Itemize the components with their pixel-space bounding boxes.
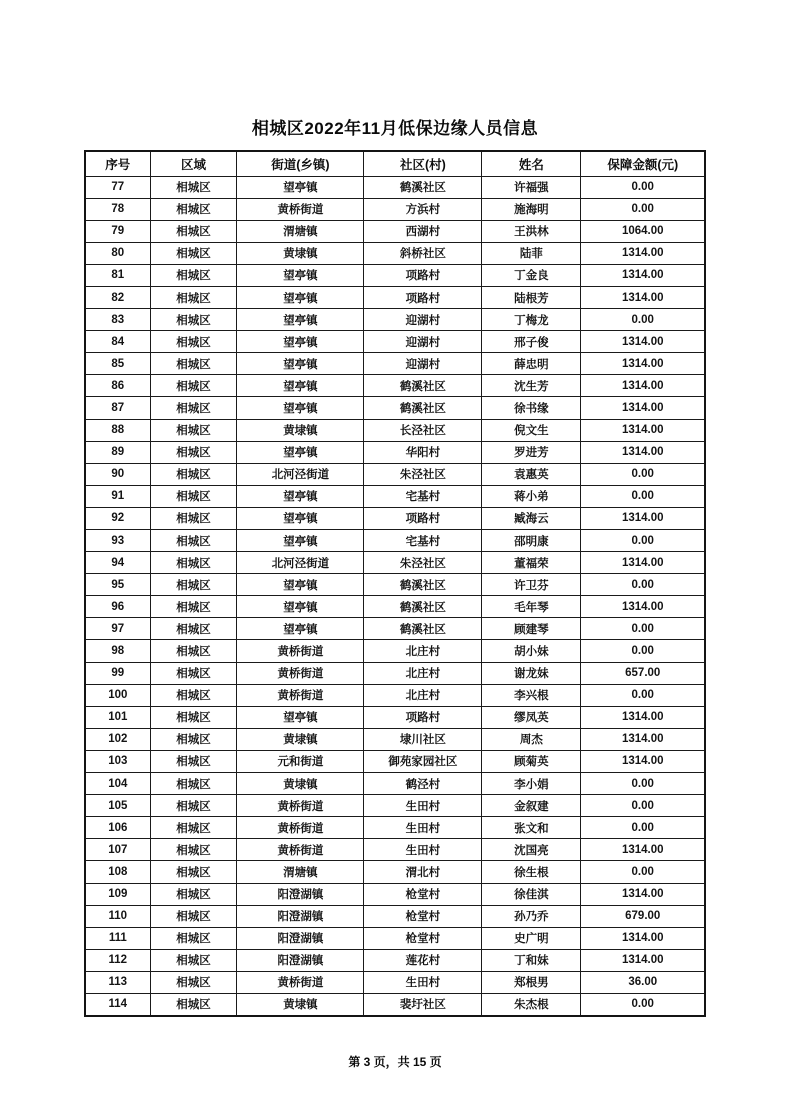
- cell-street: 黄桥街道: [237, 640, 364, 662]
- header-amount: 保障金额(元): [581, 151, 705, 176]
- cell-name: 薛忠明: [482, 353, 581, 375]
- cell-index: 104: [85, 773, 150, 795]
- cell-region: 相城区: [150, 883, 237, 905]
- table-row: [85, 353, 705, 375]
- cell-region: 相城区: [150, 927, 237, 949]
- cell-name: 李小娟: [482, 773, 581, 795]
- cell-region: 相城区: [150, 971, 237, 993]
- cell-street: 望亭镇: [237, 706, 364, 728]
- cell-name: 蒋小弟: [482, 485, 581, 507]
- cell-index: 102: [85, 728, 150, 750]
- cell-street: 望亭镇: [237, 485, 364, 507]
- cell-index: 98: [85, 640, 150, 662]
- cell-community: 埭川社区: [364, 728, 482, 750]
- table-row: [85, 309, 705, 331]
- header-region: 区域: [150, 151, 237, 176]
- cell-index: 91: [85, 485, 150, 507]
- table-row: [85, 441, 705, 463]
- cell-region: 相城区: [150, 309, 237, 331]
- cell-amount: 657.00: [581, 662, 705, 684]
- cell-street: 元和街道: [237, 750, 364, 772]
- cell-community: 项路村: [364, 507, 482, 529]
- table-row: [85, 485, 705, 507]
- header-street: 街道(乡镇): [237, 151, 364, 176]
- cell-name: 董福荣: [482, 552, 581, 574]
- cell-name: 许卫芬: [482, 574, 581, 596]
- cell-amount: 1314.00: [581, 706, 705, 728]
- cell-name: 邵明康: [482, 530, 581, 552]
- table-row: [85, 706, 705, 728]
- cell-index: 110: [85, 905, 150, 927]
- cell-index: 84: [85, 331, 150, 353]
- cell-index: 99: [85, 662, 150, 684]
- cell-community: 鹤泾村: [364, 773, 482, 795]
- cell-amount: 0.00: [581, 176, 705, 198]
- cell-name: 丁金良: [482, 264, 581, 286]
- cell-name: 邢子俊: [482, 331, 581, 353]
- cell-amount: 0.00: [581, 861, 705, 883]
- table-row: [85, 463, 705, 485]
- cell-region: 相城区: [150, 684, 237, 706]
- cell-community: 迎湖村: [364, 309, 482, 331]
- cell-name: 丁和妹: [482, 949, 581, 971]
- cell-name: 周杰: [482, 728, 581, 750]
- cell-amount: 0.00: [581, 618, 705, 640]
- cell-name: 郑根男: [482, 971, 581, 993]
- cell-amount: 0.00: [581, 817, 705, 839]
- cell-amount: 0.00: [581, 485, 705, 507]
- cell-community: 生田村: [364, 971, 482, 993]
- table-header: [85, 151, 705, 176]
- cell-street: 黄桥街道: [237, 684, 364, 706]
- cell-amount: 1314.00: [581, 552, 705, 574]
- cell-index: 109: [85, 883, 150, 905]
- cell-index: 88: [85, 419, 150, 441]
- cell-name: 许福强: [482, 176, 581, 198]
- cell-region: 相城区: [150, 441, 237, 463]
- cell-street: 黄桥街道: [237, 662, 364, 684]
- table-row: [85, 993, 705, 1015]
- cell-community: 西湖村: [364, 220, 482, 242]
- cell-region: 相城区: [150, 706, 237, 728]
- cell-amount: 0.00: [581, 640, 705, 662]
- table-row: [85, 220, 705, 242]
- table-row: [85, 905, 705, 927]
- table-row: [85, 375, 705, 397]
- cell-name: 倪文生: [482, 419, 581, 441]
- table-row: [85, 773, 705, 795]
- table-row: [85, 596, 705, 618]
- cell-index: 87: [85, 397, 150, 419]
- table-row: [85, 684, 705, 706]
- cell-amount: 0.00: [581, 795, 705, 817]
- cell-street: 望亭镇: [237, 530, 364, 552]
- cell-amount: 0.00: [581, 684, 705, 706]
- table-row: [85, 728, 705, 750]
- cell-region: 相城区: [150, 286, 237, 308]
- cell-region: 相城区: [150, 640, 237, 662]
- cell-amount: 1314.00: [581, 728, 705, 750]
- cell-community: 宅基村: [364, 485, 482, 507]
- table-row: [85, 861, 705, 883]
- table-row: [85, 927, 705, 949]
- cell-name: 谢龙妹: [482, 662, 581, 684]
- cell-amount: 1314.00: [581, 419, 705, 441]
- cell-region: 相城区: [150, 375, 237, 397]
- cell-amount: 679.00: [581, 905, 705, 927]
- cell-street: 阳澄湖镇: [237, 883, 364, 905]
- table-row: [85, 419, 705, 441]
- cell-index: 113: [85, 971, 150, 993]
- cell-region: 相城区: [150, 552, 237, 574]
- cell-amount: 1314.00: [581, 750, 705, 772]
- cell-amount: 0.00: [581, 773, 705, 795]
- table-row: [85, 331, 705, 353]
- cell-amount: 0.00: [581, 463, 705, 485]
- cell-name: 张文和: [482, 817, 581, 839]
- cell-street: 黄埭镇: [237, 419, 364, 441]
- cell-amount: 0.00: [581, 530, 705, 552]
- cell-region: 相城区: [150, 264, 237, 286]
- cell-index: 103: [85, 750, 150, 772]
- cell-index: 107: [85, 839, 150, 861]
- cell-index: 114: [85, 993, 150, 1015]
- cell-index: 101: [85, 706, 150, 728]
- cell-community: 朱泾社区: [364, 463, 482, 485]
- table-row: [85, 507, 705, 529]
- table-row: [85, 949, 705, 971]
- cell-region: 相城区: [150, 198, 237, 220]
- cell-street: 望亭镇: [237, 441, 364, 463]
- cell-region: 相城区: [150, 574, 237, 596]
- cell-amount: 1314.00: [581, 927, 705, 949]
- cell-street: 望亭镇: [237, 397, 364, 419]
- cell-street: 望亭镇: [237, 331, 364, 353]
- table-row: [85, 397, 705, 419]
- cell-community: 迎湖村: [364, 353, 482, 375]
- cell-street: 黄桥街道: [237, 817, 364, 839]
- table-row: [85, 198, 705, 220]
- cell-region: 相城区: [150, 817, 237, 839]
- cell-region: 相城区: [150, 773, 237, 795]
- cell-street: 北河泾街道: [237, 463, 364, 485]
- cell-index: 105: [85, 795, 150, 817]
- cell-name: 李兴根: [482, 684, 581, 706]
- cell-street: 北河泾街道: [237, 552, 364, 574]
- table-body: [85, 176, 705, 1016]
- persons-table: [84, 150, 706, 1017]
- cell-street: 阳澄湖镇: [237, 927, 364, 949]
- cell-region: 相城区: [150, 485, 237, 507]
- cell-amount: 1314.00: [581, 507, 705, 529]
- cell-region: 相城区: [150, 618, 237, 640]
- header-name: 姓名: [482, 151, 581, 176]
- cell-name: 王洪林: [482, 220, 581, 242]
- cell-amount: 1314.00: [581, 375, 705, 397]
- cell-name: 徐生根: [482, 861, 581, 883]
- cell-street: 望亭镇: [237, 309, 364, 331]
- cell-region: 相城区: [150, 419, 237, 441]
- cell-amount: 1064.00: [581, 220, 705, 242]
- cell-community: 迎湖村: [364, 331, 482, 353]
- table-row: [85, 662, 705, 684]
- cell-community: 鹤溪社区: [364, 176, 482, 198]
- cell-name: 顾建琴: [482, 618, 581, 640]
- cell-index: 108: [85, 861, 150, 883]
- cell-region: 相城区: [150, 353, 237, 375]
- cell-community: 鹤溪社区: [364, 397, 482, 419]
- cell-region: 相城区: [150, 530, 237, 552]
- cell-community: 北庄村: [364, 662, 482, 684]
- cell-name: 毛年琴: [482, 596, 581, 618]
- cell-index: 106: [85, 817, 150, 839]
- cell-street: 望亭镇: [237, 353, 364, 375]
- cell-region: 相城区: [150, 905, 237, 927]
- cell-community: 生田村: [364, 839, 482, 861]
- cell-street: 黄桥街道: [237, 839, 364, 861]
- cell-region: 相城区: [150, 596, 237, 618]
- cell-name: 施海明: [482, 198, 581, 220]
- cell-index: 89: [85, 441, 150, 463]
- cell-street: 望亭镇: [237, 176, 364, 198]
- cell-index: 78: [85, 198, 150, 220]
- cell-index: 79: [85, 220, 150, 242]
- cell-community: 项路村: [364, 264, 482, 286]
- cell-amount: 1314.00: [581, 264, 705, 286]
- cell-amount: 1314.00: [581, 883, 705, 905]
- cell-community: 枪堂村: [364, 905, 482, 927]
- cell-community: 鹤溪社区: [364, 596, 482, 618]
- cell-index: 83: [85, 309, 150, 331]
- header-community: 社区(村): [364, 151, 482, 176]
- cell-name: 陆菲: [482, 242, 581, 264]
- cell-community: 生田村: [364, 795, 482, 817]
- table-row: [85, 750, 705, 772]
- cell-region: 相城区: [150, 795, 237, 817]
- cell-region: 相城区: [150, 463, 237, 485]
- cell-amount: 1314.00: [581, 596, 705, 618]
- cell-region: 相城区: [150, 861, 237, 883]
- cell-name: 缪凤英: [482, 706, 581, 728]
- cell-region: 相城区: [150, 839, 237, 861]
- cell-name: 罗进芳: [482, 441, 581, 463]
- cell-amount: 1314.00: [581, 242, 705, 264]
- cell-index: 97: [85, 618, 150, 640]
- cell-community: 方浜村: [364, 198, 482, 220]
- cell-index: 85: [85, 353, 150, 375]
- cell-name: 陆根芳: [482, 286, 581, 308]
- cell-region: 相城区: [150, 662, 237, 684]
- cell-amount: 1314.00: [581, 949, 705, 971]
- cell-street: 黄埭镇: [237, 993, 364, 1015]
- cell-name: 顾菊英: [482, 750, 581, 772]
- cell-region: 相城区: [150, 949, 237, 971]
- table-row: [85, 618, 705, 640]
- cell-amount: 1314.00: [581, 397, 705, 419]
- cell-community: 渭北村: [364, 861, 482, 883]
- cell-amount: 0.00: [581, 574, 705, 596]
- table-row: [85, 883, 705, 905]
- cell-amount: 36.00: [581, 971, 705, 993]
- cell-index: 93: [85, 530, 150, 552]
- page-number-footer: 第 3 页，共 15 页: [348, 1054, 442, 1069]
- page-title: 相城区2022年11月低保边缘人员信息: [251, 119, 539, 138]
- cell-name: 徐书缘: [482, 397, 581, 419]
- cell-region: 相城区: [150, 507, 237, 529]
- cell-index: 92: [85, 507, 150, 529]
- cell-street: 望亭镇: [237, 375, 364, 397]
- cell-amount: 0.00: [581, 993, 705, 1015]
- cell-region: 相城区: [150, 750, 237, 772]
- cell-community: 鹤溪社区: [364, 375, 482, 397]
- cell-community: 北庄村: [364, 640, 482, 662]
- cell-name: 沈国亮: [482, 839, 581, 861]
- cell-street: 望亭镇: [237, 286, 364, 308]
- cell-street: 阳澄湖镇: [237, 905, 364, 927]
- cell-community: 生田村: [364, 817, 482, 839]
- cell-community: 莲花村: [364, 949, 482, 971]
- cell-street: 望亭镇: [237, 574, 364, 596]
- cell-index: 95: [85, 574, 150, 596]
- cell-community: 宅基村: [364, 530, 482, 552]
- cell-community: 长泾社区: [364, 419, 482, 441]
- cell-index: 100: [85, 684, 150, 706]
- header-index: 序号: [85, 151, 150, 176]
- cell-street: 渭塘镇: [237, 220, 364, 242]
- cell-name: 孙乃乔: [482, 905, 581, 927]
- table-row: [85, 795, 705, 817]
- cell-community: 枪堂村: [364, 883, 482, 905]
- cell-index: 77: [85, 176, 150, 198]
- cell-community: 鹤溪社区: [364, 618, 482, 640]
- cell-community: 枪堂村: [364, 927, 482, 949]
- cell-community: 鹤溪社区: [364, 574, 482, 596]
- cell-community: 项路村: [364, 706, 482, 728]
- cell-index: 90: [85, 463, 150, 485]
- cell-street: 望亭镇: [237, 596, 364, 618]
- table-row: [85, 817, 705, 839]
- cell-region: 相城区: [150, 220, 237, 242]
- cell-region: 相城区: [150, 242, 237, 264]
- cell-index: 94: [85, 552, 150, 574]
- cell-street: 渭塘镇: [237, 861, 364, 883]
- cell-street: 黄埭镇: [237, 728, 364, 750]
- table-row: [85, 530, 705, 552]
- cell-region: 相城区: [150, 176, 237, 198]
- cell-name: 史广明: [482, 927, 581, 949]
- cell-amount: 1314.00: [581, 839, 705, 861]
- cell-region: 相城区: [150, 331, 237, 353]
- cell-community: 华阳村: [364, 441, 482, 463]
- cell-index: 81: [85, 264, 150, 286]
- cell-street: 望亭镇: [237, 264, 364, 286]
- cell-street: 望亭镇: [237, 618, 364, 640]
- table-row: [85, 286, 705, 308]
- cell-street: 望亭镇: [237, 507, 364, 529]
- cell-community: 项路村: [364, 286, 482, 308]
- cell-community: 北庄村: [364, 684, 482, 706]
- cell-name: 臧海云: [482, 507, 581, 529]
- cell-name: 徐佳淇: [482, 883, 581, 905]
- cell-index: 111: [85, 927, 150, 949]
- cell-community: 朱泾社区: [364, 552, 482, 574]
- cell-name: 袁惠英: [482, 463, 581, 485]
- cell-amount: 0.00: [581, 309, 705, 331]
- table-row: [85, 176, 705, 198]
- cell-index: 80: [85, 242, 150, 264]
- cell-street: 黄埭镇: [237, 773, 364, 795]
- cell-community: 御苑家园社区: [364, 750, 482, 772]
- cell-index: 96: [85, 596, 150, 618]
- cell-amount: 1314.00: [581, 441, 705, 463]
- table-row: [85, 839, 705, 861]
- cell-amount: 1314.00: [581, 353, 705, 375]
- cell-region: 相城区: [150, 728, 237, 750]
- cell-street: 阳澄湖镇: [237, 949, 364, 971]
- cell-amount: 1314.00: [581, 286, 705, 308]
- cell-street: 黄桥街道: [237, 971, 364, 993]
- cell-name: 金叙建: [482, 795, 581, 817]
- cell-region: 相城区: [150, 397, 237, 419]
- table-row: [85, 971, 705, 993]
- cell-index: 112: [85, 949, 150, 971]
- cell-name: 朱杰根: [482, 993, 581, 1015]
- header-row: [85, 151, 705, 176]
- cell-community: 斜桥社区: [364, 242, 482, 264]
- cell-name: 沈生芳: [482, 375, 581, 397]
- cell-street: 黄桥街道: [237, 198, 364, 220]
- cell-amount: 0.00: [581, 198, 705, 220]
- table-row: [85, 640, 705, 662]
- cell-community: 裴圩社区: [364, 993, 482, 1015]
- table-row: [85, 264, 705, 286]
- cell-name: 丁梅龙: [482, 309, 581, 331]
- cell-index: 86: [85, 375, 150, 397]
- table-row: [85, 552, 705, 574]
- cell-amount: 1314.00: [581, 331, 705, 353]
- cell-name: 胡小妹: [482, 640, 581, 662]
- table-row: [85, 242, 705, 264]
- cell-street: 黄桥街道: [237, 795, 364, 817]
- cell-street: 黄埭镇: [237, 242, 364, 264]
- cell-index: 82: [85, 286, 150, 308]
- table-row: [85, 574, 705, 596]
- cell-region: 相城区: [150, 993, 237, 1015]
